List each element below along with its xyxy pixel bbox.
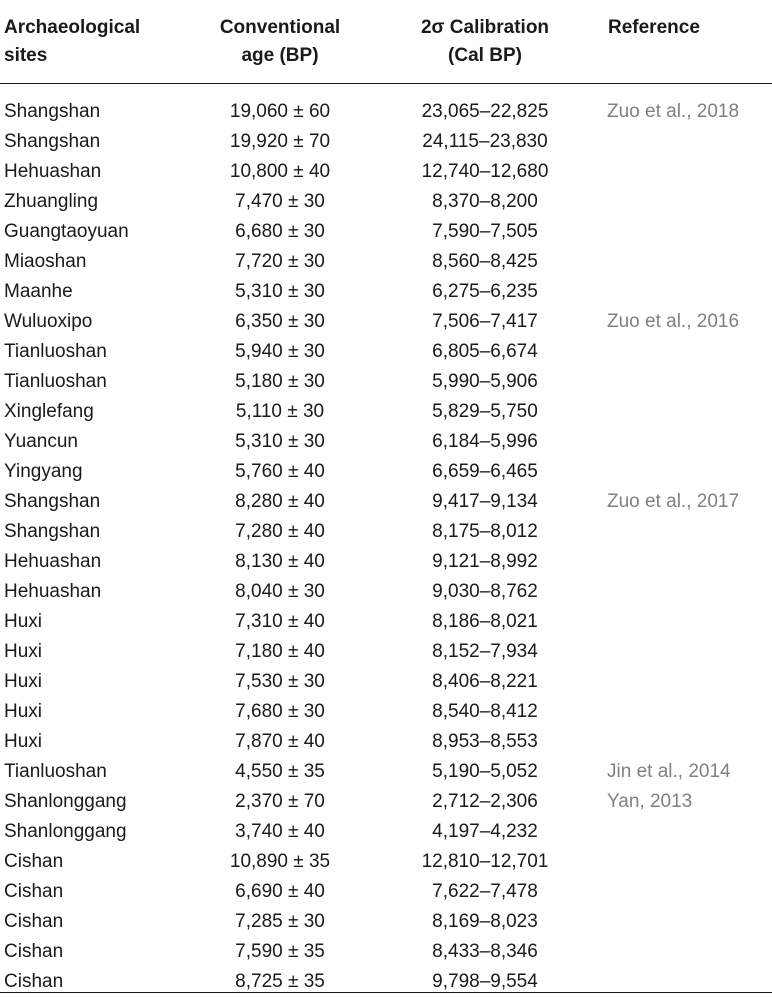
calibration-cell: 8,406–8,221 [432,671,538,692]
header-age-line1: Conventional [219,17,341,38]
age-cell: 5,310 ± 30 [235,431,325,452]
header-conventional-age [190,14,370,70]
age-cell: 8,040 ± 30 [235,581,325,602]
age-cell: 7,870 ± 40 [235,731,325,752]
calibration-cell: 8,169–8,023 [432,911,538,932]
site-cell: Shangshan [4,131,101,152]
calibration-cell: 8,152–7,934 [432,641,538,662]
age-cell: 8,725 ± 35 [235,971,325,992]
calibration-cell: 9,121–8,992 [432,551,538,572]
age-cell: 4,550 ± 35 [235,761,325,782]
site-cell: Miaoshan [4,251,87,272]
table-row [0,577,772,607]
table-row [0,217,772,247]
calibration-cell: 8,370–8,200 [432,191,538,212]
calibration-cell: 8,540–8,412 [432,701,538,722]
calibration-cell: 8,175–8,012 [432,521,538,542]
table-row [0,397,772,427]
header-site-line1: Archaeological [4,17,141,38]
reference-cell: Zuo et al., 2017 [607,491,740,512]
site-cell: Cishan [4,941,64,962]
calibration-cell: 5,190–5,052 [432,761,538,782]
calibration-cell: 4,197–4,232 [432,821,538,842]
calibration-cell: 6,275–6,235 [432,281,538,302]
age-cell: 3,740 ± 40 [235,821,325,842]
table-row [0,427,772,457]
age-cell: 5,940 ± 30 [235,341,325,362]
age-cell: 7,720 ± 30 [235,251,325,272]
table-row [0,877,772,907]
site-cell: Shangshan [4,491,101,512]
header-reference: Reference [608,17,700,38]
table-row [0,307,772,337]
age-cell: 5,180 ± 30 [235,371,325,392]
calibration-cell: 6,659–6,465 [432,461,538,482]
age-cell: 7,680 ± 30 [235,701,325,722]
table-row [0,157,772,187]
site-cell: Shanlonggang [4,821,127,842]
table-row [0,637,772,667]
site-cell: Huxi [4,611,43,632]
site-cell: Shangshan [4,521,101,542]
site-cell: Huxi [4,671,43,692]
table-header [0,0,772,84]
age-cell: 7,590 ± 35 [235,941,325,962]
age-cell: 5,110 ± 30 [235,401,325,422]
calibration-cell: 2,712–2,306 [432,791,538,812]
age-cell: 5,310 ± 30 [235,281,325,302]
table-row [0,697,772,727]
calibration-cell: 5,990–5,906 [432,371,538,392]
calibration-cell: 7,590–7,505 [432,221,538,242]
header-cal-line1: 2σ Calibration [420,17,550,38]
age-cell: 8,130 ± 40 [235,551,325,572]
table-row [0,937,772,967]
table-row [0,97,772,127]
age-cell: 7,285 ± 30 [235,911,325,932]
age-cell: 5,760 ± 40 [235,461,325,482]
table-row [0,817,772,847]
calibration-cell: 7,506–7,417 [432,311,538,332]
site-cell: Shangshan [4,101,101,122]
calibration-cell: 5,829–5,750 [432,401,538,422]
age-cell: 7,280 ± 40 [235,521,325,542]
age-cell: 19,920 ± 70 [229,131,331,152]
site-cell: Cishan [4,851,64,872]
age-cell: 6,690 ± 40 [235,881,325,902]
site-cell: Tianluoshan [4,761,107,782]
calibration-cell: 9,417–9,134 [432,491,538,512]
calibration-cell: 6,184–5,996 [432,431,538,452]
table-row [0,337,772,367]
calibration-cell: 9,798–9,554 [432,971,538,992]
reference-cell: Jin et al., 2014 [607,761,731,782]
table-row [0,277,772,307]
table-row [0,667,772,697]
header-archaeological-sites [4,14,194,70]
calibration-cell: 12,810–12,701 [421,851,549,872]
age-cell: 6,680 ± 30 [235,221,325,242]
header-site-line2: sites [4,45,48,66]
table-row [0,787,772,817]
table-row [0,127,772,157]
table-bottom-rule [0,992,772,993]
site-cell: Shanlonggang [4,791,127,812]
header-age-line2: age (BP) [241,45,319,66]
site-cell: Cishan [4,881,64,902]
site-cell: Huxi [4,701,43,722]
table-row [0,607,772,637]
table-row [0,847,772,877]
site-cell: Cishan [4,911,64,932]
age-cell: 7,470 ± 30 [235,191,325,212]
site-cell: Hehuashan [4,161,102,182]
age-cell: 7,530 ± 30 [235,671,325,692]
table-row [0,547,772,577]
site-cell: Xinglefang [4,401,94,422]
age-cell: 7,180 ± 40 [235,641,325,662]
calibration-cell: 8,186–8,021 [432,611,538,632]
table-row [0,367,772,397]
table-row [0,757,772,787]
site-cell: Maanhe [4,281,73,302]
site-cell: Hehuashan [4,581,102,602]
reference-cell: Zuo et al., 2018 [607,101,740,122]
age-cell: 7,310 ± 40 [235,611,325,632]
table-row [0,907,772,937]
site-cell: Yingyang [4,461,83,482]
site-cell: Cishan [4,971,64,992]
age-cell: 10,890 ± 35 [229,851,331,872]
table-row [0,487,772,517]
calibration-cell: 6,805–6,674 [432,341,538,362]
site-cell: Zhuangling [4,191,99,212]
site-cell: Huxi [4,731,43,752]
site-cell: Tianluoshan [4,341,107,362]
calibration-cell: 8,560–8,425 [432,251,538,272]
site-cell: Huxi [4,641,43,662]
age-cell: 19,060 ± 60 [229,101,331,122]
age-cell: 2,370 ± 70 [235,791,325,812]
table-row [0,247,772,277]
table-row [0,517,772,547]
site-cell: Yuancun [4,431,78,452]
age-cell: 8,280 ± 40 [235,491,325,512]
calibration-cell: 7,622–7,478 [432,881,538,902]
table-row [0,187,772,217]
calibration-cell: 23,065–22,825 [421,101,549,122]
site-cell: Wuluoxipo [4,311,93,332]
calibration-cell: 24,115–23,830 [422,131,548,152]
table-row [0,727,772,757]
table-body [0,84,772,997]
calibration-cell: 8,433–8,346 [432,941,538,962]
header-cal-line2: (Cal BP) [448,45,522,66]
reference-cell: Yan, 2013 [607,791,693,812]
reference-cell: Zuo et al., 2016 [607,311,740,332]
site-cell: Hehuashan [4,551,102,572]
calibration-cell: 9,030–8,762 [432,581,538,602]
calibration-cell: 12,740–12,680 [421,161,549,182]
site-cell: Tianluoshan [4,371,107,392]
age-cell: 6,350 ± 30 [235,311,325,332]
table-row [0,457,772,487]
site-cell: Guangtaoyuan [4,221,129,242]
header-calibration [395,14,575,70]
age-cell: 10,800 ± 40 [229,161,331,182]
calibration-cell: 8,953–8,553 [432,731,538,752]
